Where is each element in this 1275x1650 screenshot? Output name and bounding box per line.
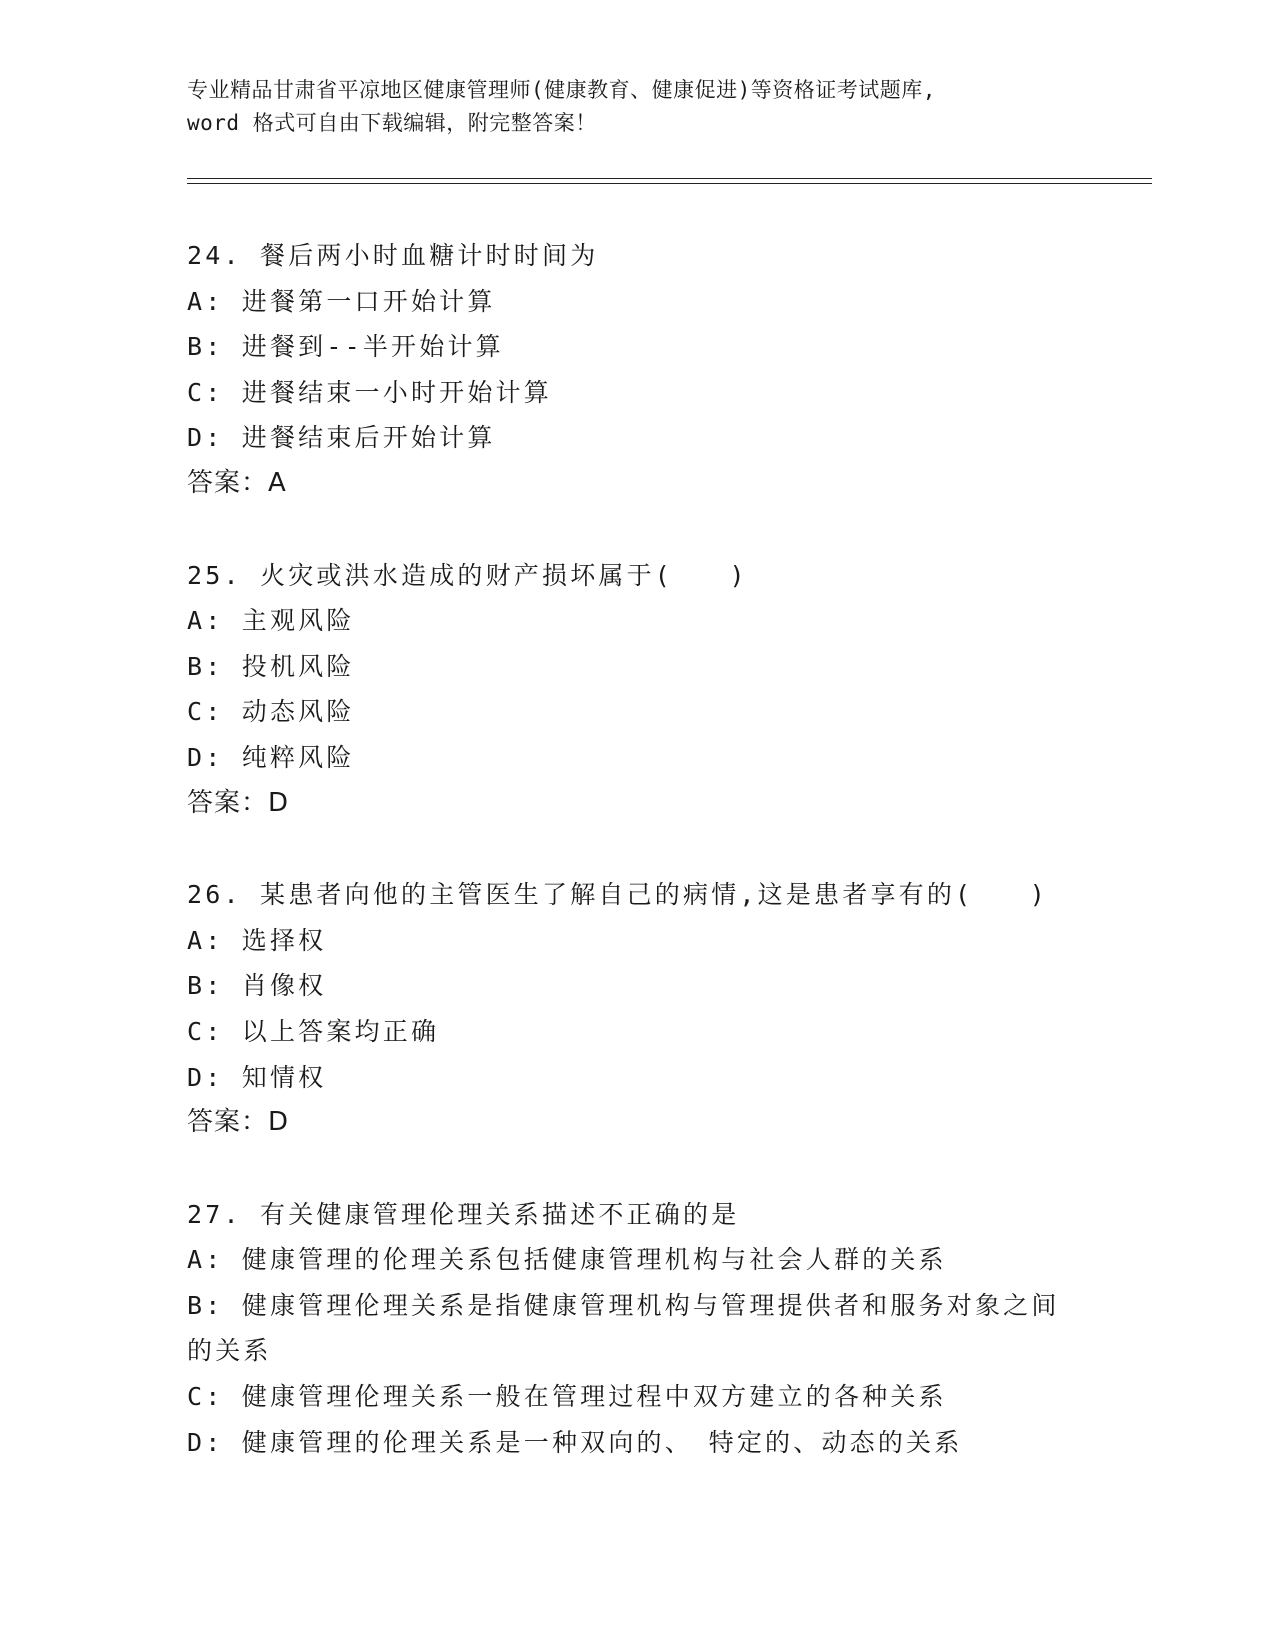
question-list — [187, 233, 1087, 1511]
option-d: D: 健康管理的伦理关系是一种双向的、 特定的、动态的关系 — [187, 1427, 963, 1457]
answer-label: 答案：D — [187, 787, 290, 818]
option-d: D: 知情权 — [187, 1062, 327, 1092]
answer-label: 答案：A — [187, 467, 287, 498]
question-stem: 27. 有关健康管理伦理关系描述不正确的是 — [187, 1199, 740, 1229]
option-a: A: 健康管理的伦理关系包括健康管理机构与社会人群的关系 — [187, 1245, 947, 1275]
option-c: C: 健康管理伦理关系一般在管理过程中双方建立的各种关系 — [187, 1382, 947, 1412]
option-c: C: 动态风险 — [187, 697, 355, 727]
document-header — [187, 74, 1087, 140]
option-b: B: 健康管理伦理关系是指健康管理机构与管理提供者和服务对象之间的关系 — [187, 1290, 1060, 1366]
option-b: B: 投机风险 — [187, 651, 355, 681]
question-24 — [187, 233, 1087, 507]
header-divider-top — [187, 178, 1152, 179]
question-27 — [187, 1192, 1087, 1466]
header-line-1: 专业精品甘肃省平凉地区健康管理师(健康教育、健康促进)等资格证考试题库, — [187, 78, 936, 102]
option-c: C: 以上答案均正确 — [187, 1016, 440, 1046]
question-stem: 25. 火灾或洪水造成的财产损坏属于( ) — [187, 560, 748, 590]
option-a: A: 进餐第一口开始计算 — [187, 286, 496, 316]
question-stem: 24. 餐后两小时血糖计时时间为 — [187, 241, 599, 270]
option-c: C: 进餐结束一小时开始计算 — [187, 377, 552, 407]
option-a: A: 主观风险 — [187, 606, 355, 636]
option-b: B: 进餐到--半开始计算 — [187, 332, 504, 362]
answer-label: 答案：D — [187, 1107, 290, 1138]
question-25 — [187, 553, 1087, 827]
option-a: A: 选择权 — [187, 925, 327, 955]
header-divider-bottom — [187, 183, 1152, 184]
question-stem: 26. 某患者向他的主管医生了解自己的病情,这是患者享有的( ) — [187, 880, 1048, 910]
option-b: B: 肖像权 — [187, 971, 327, 1001]
option-d: D: 进餐结束后开始计算 — [187, 423, 496, 453]
option-d: D: 纯粹风险 — [187, 742, 355, 772]
question-26 — [187, 872, 1087, 1146]
header-line-2: word 格式可自由下载编辑，附完整答案！ — [187, 111, 597, 135]
